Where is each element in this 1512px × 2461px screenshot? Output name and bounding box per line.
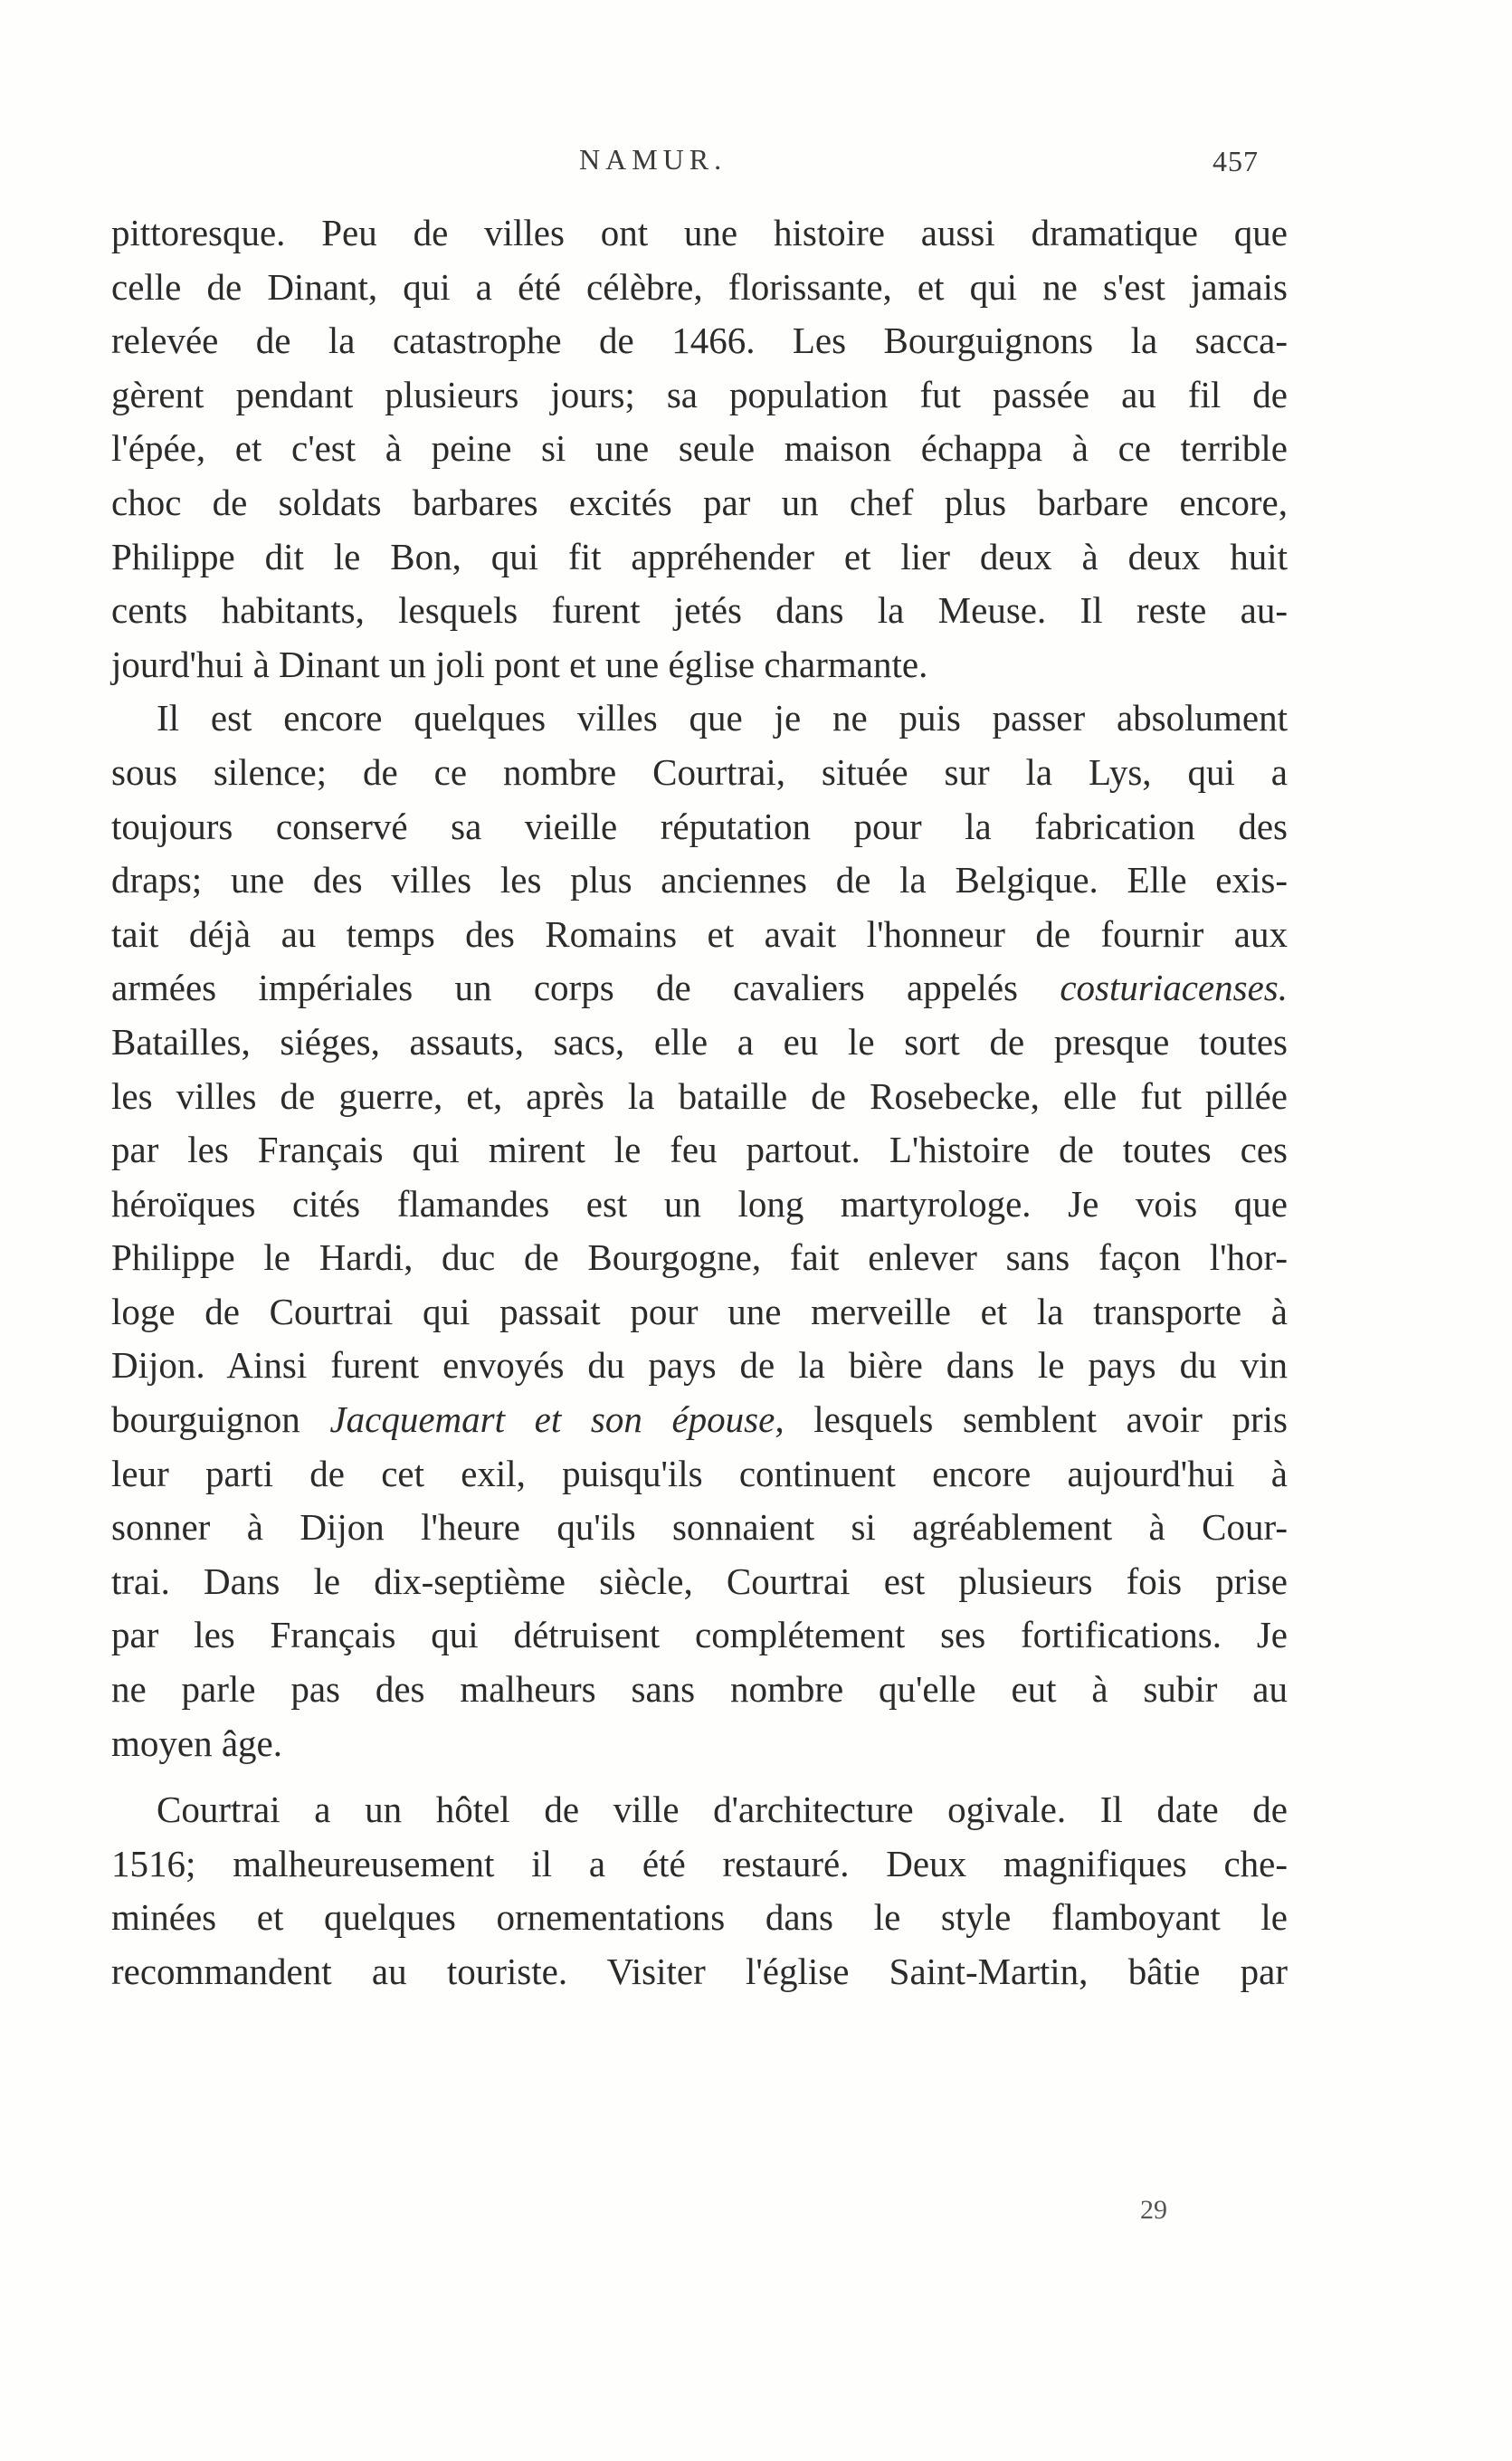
running-title: NAMUR. [579, 143, 727, 176]
text-line: loge de Courtrai qui passait pour une merveille et la transporte à [111, 1290, 1288, 1332]
text-line: ne parle pas des malheurs sans nombre qu'elle eut à subir au [111, 1668, 1288, 1711]
text-line: Il est encore quelques villes que je ne puis passer absolument [157, 697, 1288, 739]
text-line: sonner à Dijon l'heure qu'ils sonnaient si agréablement à Cour- [111, 1506, 1288, 1549]
text-line: par les Français qui mirent le feu partout. L'histoire de toutes ces [111, 1129, 1288, 1171]
text-line: Batailles, siéges, assauts, sacs, elle a eu le sort de presque toutes [111, 1020, 1288, 1063]
text-line: héroïques cités flamandes est un long martyrologe. Je vois que [111, 1182, 1288, 1225]
text-line: choc de soldats barbares excités par un chef plus barbare encore, [111, 481, 1288, 523]
text-line: Dijon. Ainsi furent envoyés du pays de la bière dans le pays du vin [111, 1344, 1288, 1387]
text-line: bourguignon Jacquemart et son épouse, lesquels semblent avoir pris [111, 1398, 1288, 1441]
text-line: minées et quelques ornementations dans le style flamboyant le [111, 1896, 1288, 1939]
text-line: l'épée, et c'est à peine si une seule maison échappa à ce terrible [111, 427, 1288, 470]
text-line: les villes de guerre, et, après la bataille de Rosebecke, elle fut pillée [111, 1074, 1288, 1117]
text-line: pittoresque. Peu de villes ont une histoire aussi dramatique que [111, 212, 1288, 253]
text-line: gèrent pendant plusieurs jours; sa population fut passée au fil de [111, 373, 1288, 415]
text-line: tait déjà au temps des Romains et avait l'honneur de fournir aux [111, 912, 1288, 955]
paragraph-1 [111, 206, 1288, 692]
text-line: par les Français qui détruisent complétement ses fortifications. Je [111, 1614, 1288, 1656]
body-text [111, 206, 1288, 1999]
text-line: Courtrai a un hôtel de ville d'architecture ogivale. Il date de [157, 1789, 1288, 1831]
paragraph-3 [111, 1783, 1288, 1998]
text-line: Philippe dit le Bon, qui fit appréhender et lier deux à deux huit [111, 535, 1288, 577]
text-line: toujours conservé sa vieille réputation pour la fabrication des [111, 805, 1288, 847]
text-line: relevée de la catastrophe de 1466. Les Bourguignons la sacca- [111, 320, 1288, 362]
text-line: Philippe le Hardi, duc de Bourgogne, fait enlever sans façon l'hor- [111, 1236, 1288, 1279]
running-head [0, 143, 1512, 179]
text-line: trai. Dans le dix-septième siècle, Courtrai est plusieurs fois prise [111, 1560, 1288, 1602]
signature-mark: 29 [1140, 2195, 1167, 2225]
italic-phrase: costuriacenses. [1060, 967, 1288, 1009]
paragraph-2 [111, 692, 1288, 1770]
text-line: armées impériales un corps de cavaliers appelés costuriacenses. [111, 967, 1288, 1009]
text-line: jourd'hui à Dinant un joli pont et une église charmante. [111, 643, 928, 685]
text-line: sous silence; de ce nombre Courtrai, située sur la Lys, qui a [111, 750, 1288, 793]
text-line: cents habitants, lesquels furent jetés dans la Meuse. Il reste au- [111, 589, 1288, 632]
text-line: draps; une des villes les plus anciennes de la Belgique. Elle exis- [111, 859, 1288, 901]
page-number: 457 [1212, 145, 1259, 177]
text-line: moyen âge. [111, 1722, 282, 1764]
text-line: recommandent au touriste. Visiter l'église Saint-Martin, bâtie par [111, 1951, 1288, 1992]
italic-phrase: Jacquemart et son épouse, [329, 1398, 785, 1441]
text-line: celle de Dinant, qui a été célèbre, florissante, et qui ne s'est jamais [111, 265, 1288, 308]
text-line: 1516; malheureusement il a été restauré. Deux magnifiques che- [111, 1842, 1288, 1884]
text-line: leur parti de cet exil, puisqu'ils continuent encore aujourd'hui à [111, 1452, 1288, 1494]
